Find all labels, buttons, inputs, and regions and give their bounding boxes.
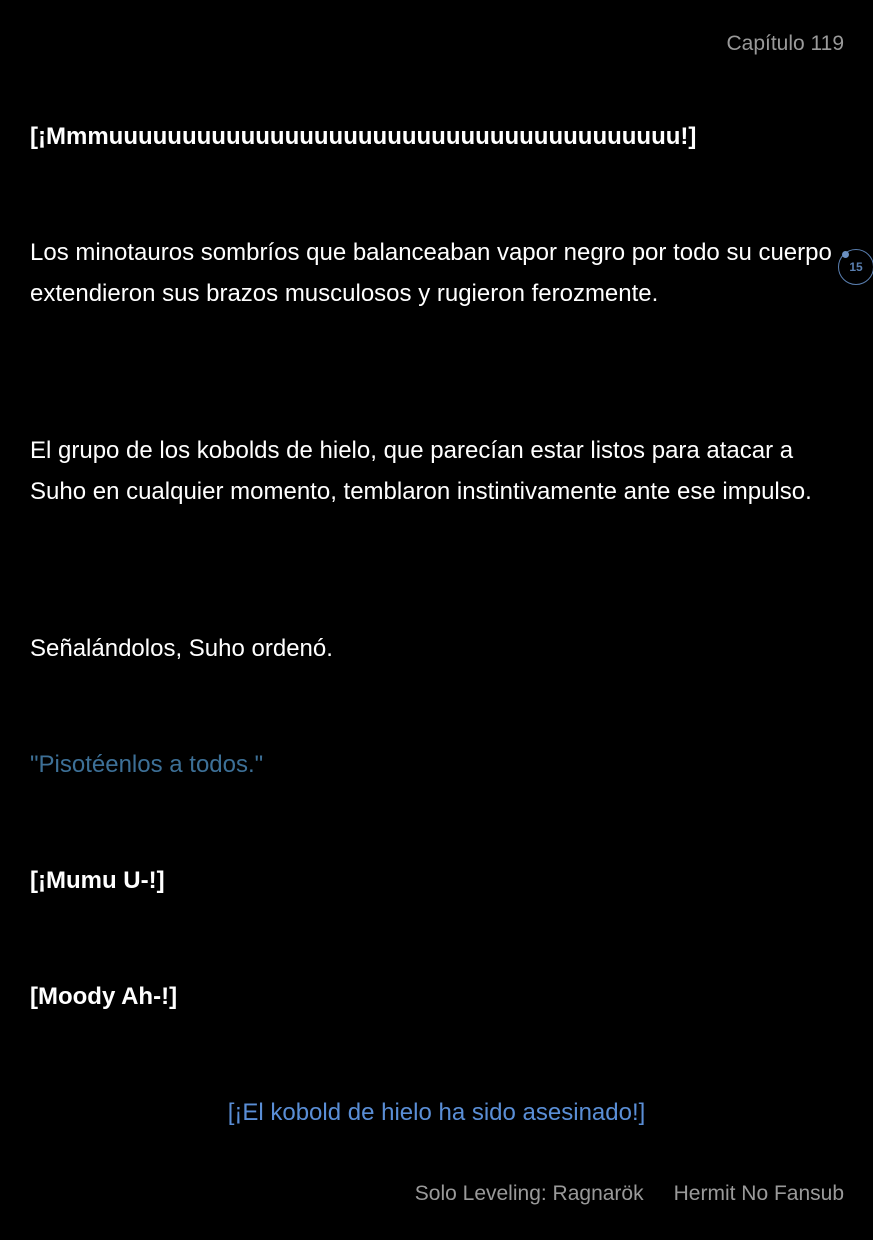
paragraph-minotaurs: Los minotauros sombríos que balanceaban vapor negro por todo su cuerpo extendieron sus brazos musculosos y rugieron ferozmente. xyxy=(30,239,832,307)
roar-line-moody: [Moody Ah-!] xyxy=(30,983,178,1010)
roar-line-mumu: [¡Mumu U-!] xyxy=(30,867,165,894)
paragraph-kobolds: El grupo de los kobolds de hielo, que parecían estar listos para atacar a Suho en cualquier momento, temblaron instintivamente ante ese impulso. xyxy=(30,437,812,505)
page-marker-number: 15 xyxy=(849,260,863,274)
roar-line: [¡Mmmuuuuuuuuuuuuuuuuuuuuuuuuuuuuuuuuuuuuuuu!] xyxy=(30,123,697,150)
system-message: [¡El kobold de hielo ha sido asesinado!] xyxy=(227,1099,646,1126)
quote-line: "Pisotéenlos a todos." xyxy=(30,751,264,778)
chapter-label: Capítulo 119 xyxy=(726,32,844,55)
page-marker-dot-icon xyxy=(842,251,849,258)
footer xyxy=(415,1182,844,1206)
footer-title: Solo Leveling: Ragnarök xyxy=(414,1182,644,1205)
paragraph-suho-orders: Señalándolos, Suho ordenó. xyxy=(30,635,333,662)
footer-group: Hermit No Fansub xyxy=(673,1182,844,1205)
